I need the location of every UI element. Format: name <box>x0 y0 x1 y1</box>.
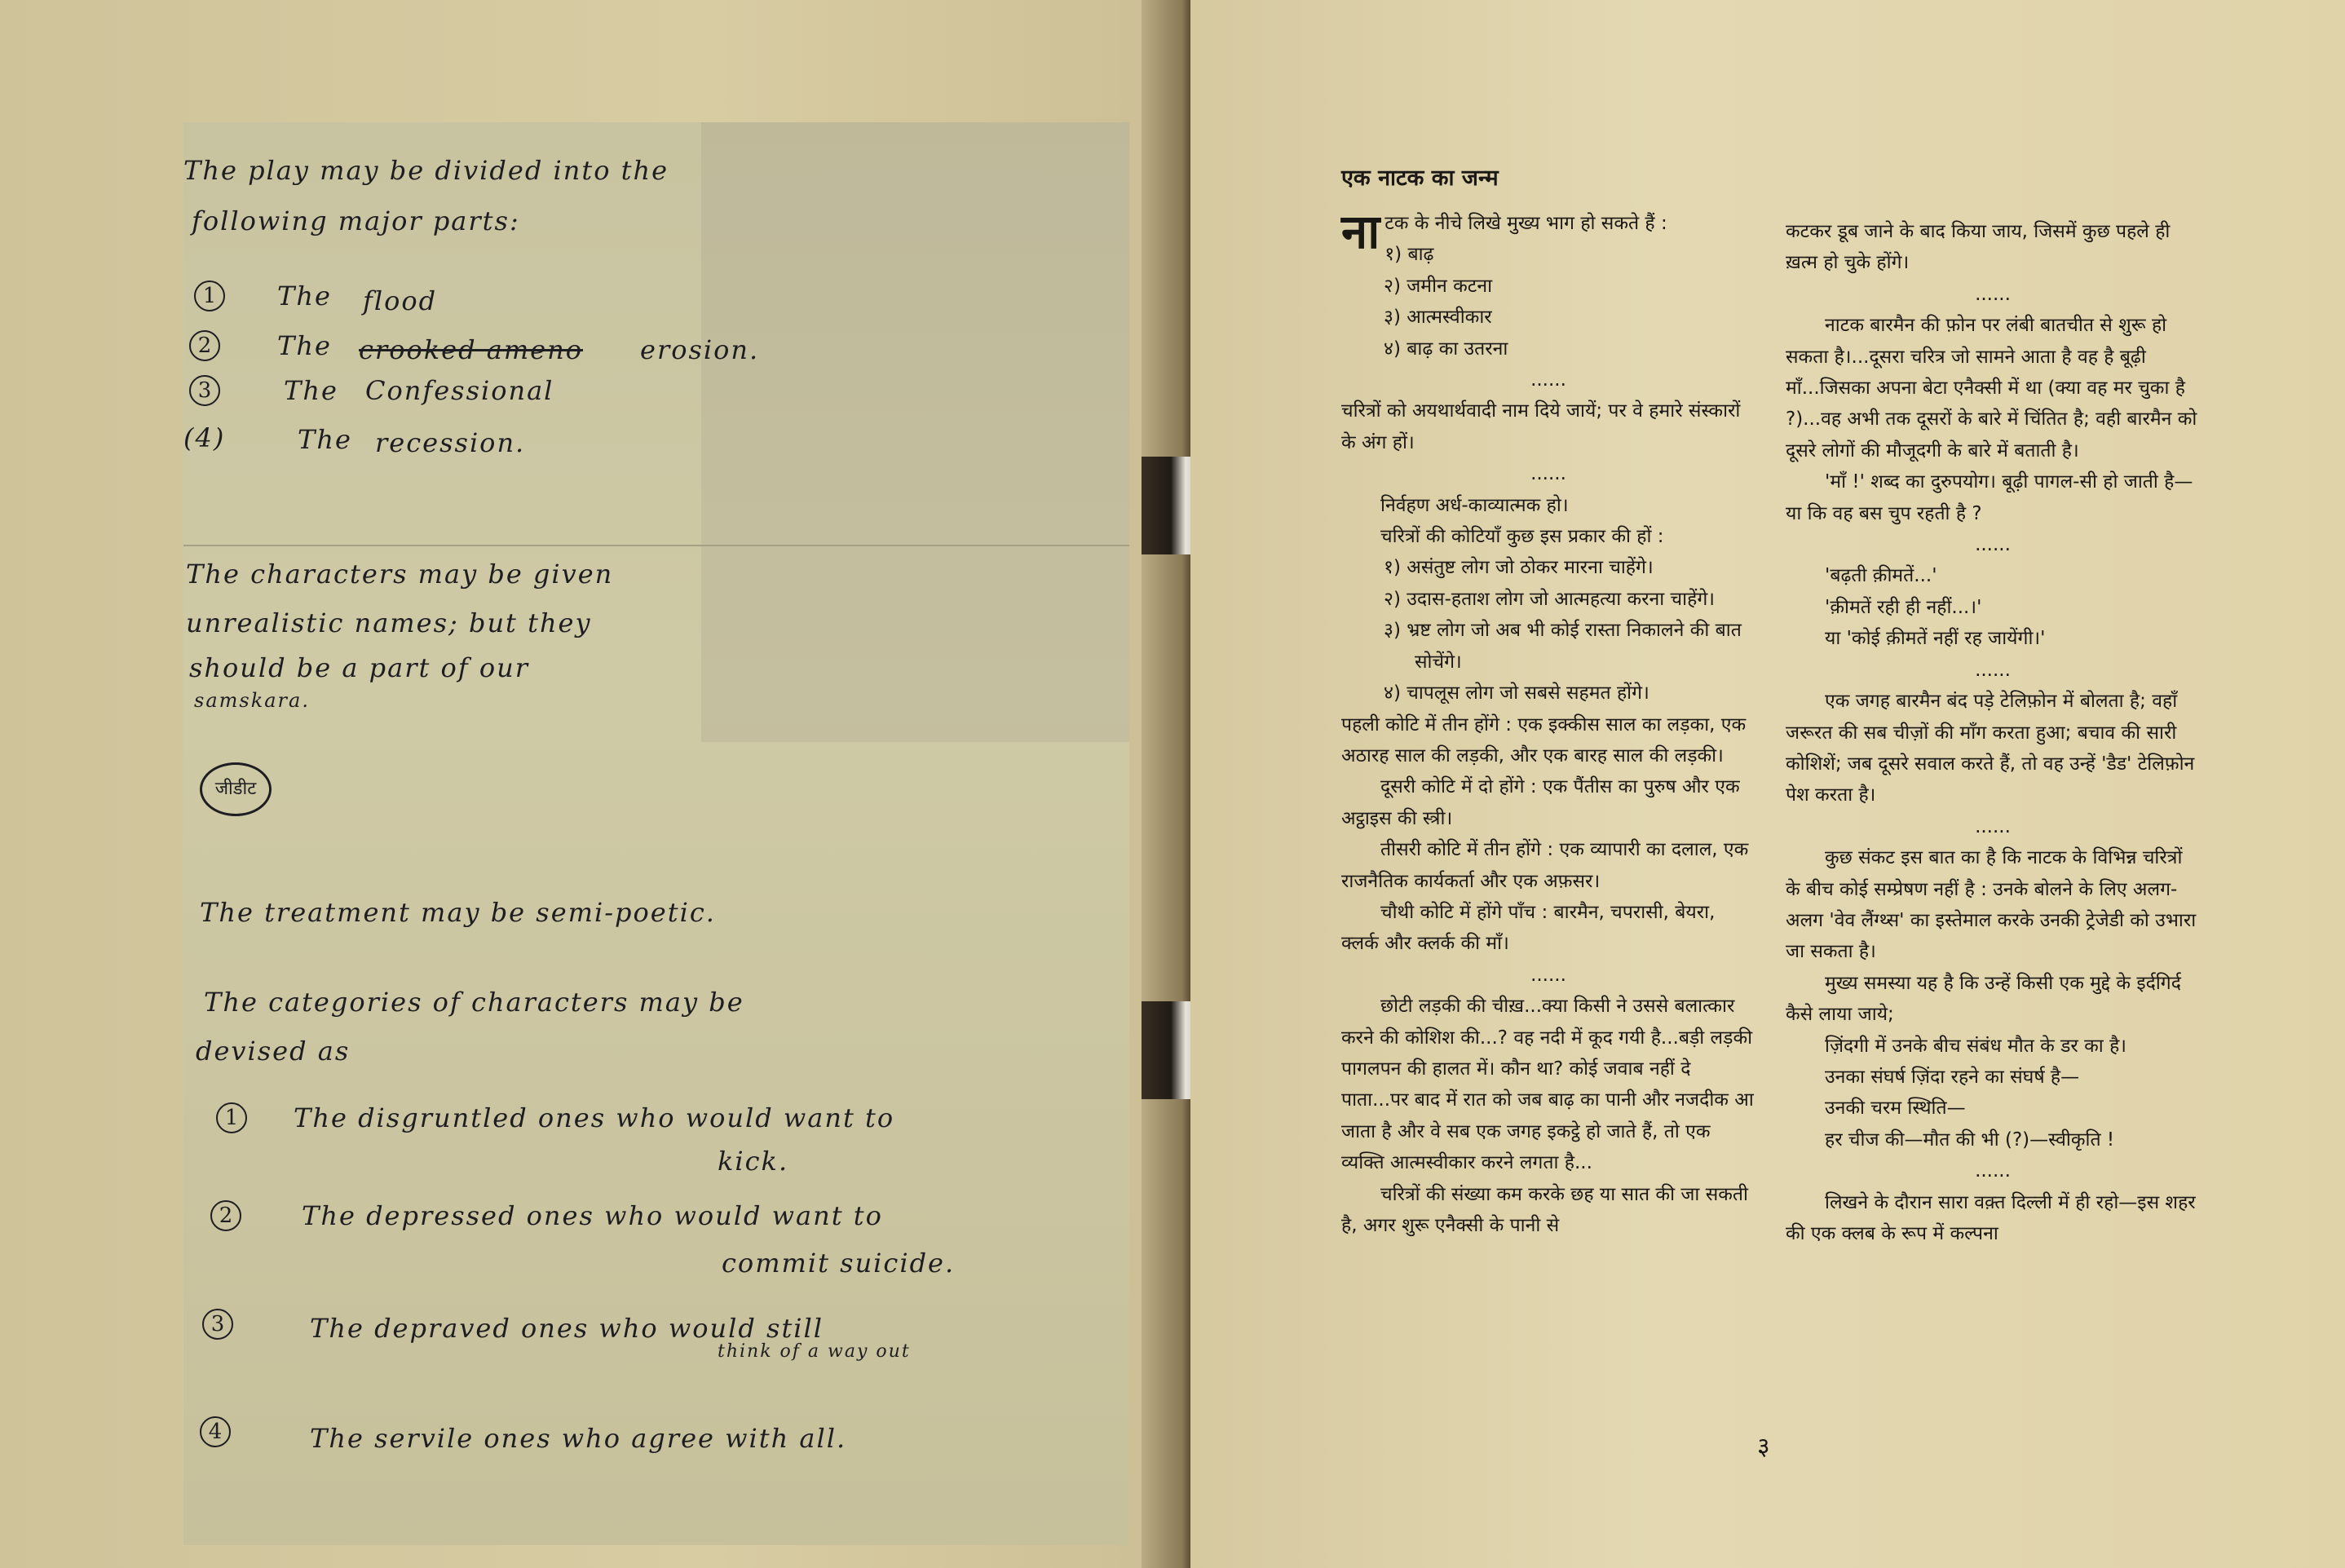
characters-line-1: The characters may be given <box>186 559 614 590</box>
sheet-shadow <box>701 122 1129 742</box>
paragraph: 'माँ !' शब्द का दुरुपयोग। बूढ़ी पागल-सी हो जाती है—या कि वह बस चुप रहती है ? <box>1786 471 2193 524</box>
text-column-right <box>1786 216 2200 1249</box>
part-2-label: The <box>277 330 332 361</box>
category-2-number: 2 <box>210 1200 241 1231</box>
paragraph: निर्वहण अर्ध-काव्यात्मक हो। <box>1380 494 1569 516</box>
paragraph: हर चीज की—मौत की भी (?)—स्वीकृति ! <box>1825 1129 2115 1151</box>
categories-line-1: The categories of characters may be <box>204 987 744 1018</box>
paragraph: कुछ संकट इस बात का है कि नाटक के विभिन्न चरित्रों के बीच कोई सम्प्रेषण नहीं है : उनके बोलने के लिए अलग-अलग 'वेव लैंग्थ्स' का इस्तेमाल करके उनकी ट्रेजेडी को उभारा जा सकता है। <box>1786 847 2197 963</box>
paragraph: कटकर डूब जाने के बाद किया जाय, जिसमें कुछ पहले ही ख़त्म हो चुके होंगे। <box>1786 221 2171 274</box>
characters-line-3: should be a part of our <box>189 652 529 683</box>
separator: ...... <box>1975 283 2011 305</box>
category-3-text: The depraved ones who would still <box>310 1313 824 1344</box>
category-1-continued: kick. <box>718 1146 789 1177</box>
paragraph: ज़िंदगी में उनके बीच संबंध मौत के डर का है। <box>1825 1035 2126 1057</box>
quote-line: 'बढ़ती क़ीमतें...' <box>1825 565 1937 587</box>
separator: ...... <box>1975 815 2011 837</box>
separator: ...... <box>1530 369 1566 391</box>
paragraph: चरित्रों की संख्या कम करके छह या सात की जा सकती है, अगर शुरू एनैक्सी के पानी से <box>1341 1183 1748 1236</box>
part-3-text: Confessional <box>365 375 554 406</box>
part-2-strikethrough: crooked ameno <box>359 334 583 365</box>
paragraph: उनकी चरम स्थिति— <box>1825 1098 1966 1120</box>
part-1-label: The <box>277 280 332 311</box>
category-3-continued: think of a way out <box>718 1341 911 1362</box>
list-item: २) जमीन कटना <box>1384 275 1493 297</box>
note-line-2: following major parts: <box>192 205 520 236</box>
divider-line <box>183 545 1129 546</box>
category-1-number: 1 <box>216 1102 247 1133</box>
list-item: ३) भ्रष्ट लोग जो अब भी कोई रास्ता निकालने की बात सोचेंगे। <box>1384 620 1742 673</box>
categories-line-2: devised as <box>196 1036 351 1067</box>
list-item: २) उदास-हताश लोग जो आत्महत्या करना चाहेंगे। <box>1384 588 1716 610</box>
paragraph: चरित्रों की कोटियाँ कुछ इस प्रकार की हों : <box>1380 526 1664 548</box>
note-line-1: The play may be divided into the <box>183 155 669 186</box>
category-4-number: 4 <box>200 1416 231 1447</box>
list-item: १) असंतुष्ट लोग जो ठोकर मारना चाहेंगे। <box>1384 557 1654 579</box>
page-number: ३ <box>1757 1433 1770 1461</box>
separator: ...... <box>1975 1160 2011 1182</box>
text-column-left <box>1341 204 1755 1241</box>
paragraph: चौथी कोटि में होंगे पाँच : बारमैन, चपरासी, बेयरा, क्लर्क और क्लर्क की माँ। <box>1341 901 1716 955</box>
paragraph: मुख्य समस्या यह है कि उन्हें किसी एक मुद्दे के इर्दगिर्द कैसे लाया जाये; <box>1786 972 2181 1026</box>
list-item: ३) आत्मस्वीकार <box>1384 307 1492 329</box>
paragraph: नाटक बारमैन की फ़ोन पर लंबी बातचीत से शुरू हो सकता है।...दूसरा चरित्र जो सामने आता है वह है बूढ़ी माँ...जिसका अपना बेटा एनैक्सी में था (क्या वह मर चुका है ?)...वह अभी तक दूसरों के बारे में चिंतित है; वही बारमैन को दूसरे लोगों की मौजूदगी के बारे में बताती है। <box>1786 315 2197 462</box>
handwritten-stamp: जीडीट <box>200 762 272 816</box>
part-3-number: 3 <box>189 375 220 406</box>
category-2-continued: commit suicide. <box>722 1248 956 1279</box>
treatment-line: The treatment may be semi-poetic. <box>200 897 716 928</box>
separator: ...... <box>1975 659 2011 681</box>
category-1-text: The disgruntled ones who would want to <box>294 1102 895 1133</box>
part-2-text: erosion. <box>640 334 760 365</box>
part-2-number: 2 <box>189 330 220 361</box>
paragraph: एक जगह बारमैन बंद पड़े टेलिफ़ोन में बोलता है; वहाँ जरूरत की सब चीज़ों की माँग करता हुआ; बचाव की सारी कोशिशें; जब दूसरे सवाल करते हैं, तो वह उन्हें 'डैड' टेलिफ़ोन पेश करता है। <box>1786 691 2195 806</box>
category-4-text: The servile ones who agree with all. <box>310 1423 847 1454</box>
list-item: १) बाढ़ <box>1384 244 1434 266</box>
separator: ...... <box>1530 964 1566 986</box>
part-4-label: The <box>298 424 352 455</box>
paragraph: पहली कोटि में तीन होंगे : एक इक्कीस साल का लड़का, एक अठारह साल की लड़की, और एक बारह साल की लड़की। <box>1341 713 1747 766</box>
characters-line-4: samskara. <box>194 689 310 712</box>
category-2-text: The depressed ones who would want to <box>302 1200 883 1231</box>
quote-line: या 'कोई क़ीमतें नहीं रह जायेंगी।' <box>1825 628 2046 650</box>
part-3-label: The <box>284 375 338 406</box>
list-item: ४) चापलूस लोग जो सबसे सहमत होंगे। <box>1384 682 1649 704</box>
part-1-number: 1 <box>194 280 225 311</box>
characters-line-2: unrealistic names; but they <box>186 607 592 638</box>
separator: ...... <box>1975 534 2011 556</box>
article-heading: एक नाटक का जन्म <box>1341 166 1499 191</box>
part-4-text: recession. <box>375 427 526 458</box>
paragraph: उनका संघर्ष ज़िंदा रहने का संघर्ष है— <box>1825 1066 2080 1088</box>
separator: ...... <box>1530 463 1566 485</box>
part-1-text: flood <box>363 285 438 316</box>
category-3-number: 3 <box>202 1309 233 1340</box>
paragraph: तीसरी कोटि में तीन होंगे : एक व्यापारी का दलाल, एक राजनैतिक कार्यकर्ता और एक अफ़सर। <box>1341 839 1749 892</box>
part-2-struck <box>359 334 583 365</box>
part-4-number: (4) <box>183 422 226 453</box>
paragraph: छोटी लड़की की चीख़...क्या किसी ने उससे बलात्कार करने की कोशिश की...? वह नदी में कूद गयी है...बड़ी लड़की पागलपन की हालत में। कौन था? कोई जवाब नहीं दे पाता...पर बाद में रात को जब बाढ़ का पानी और नजदीक आ जाता है और वे सब एक जगह इकट्ठे हो जाते हैं, तो एक व्यक्ति आत्मस्वीकार करने लगता है... <box>1341 996 1754 1174</box>
intro-text: टक के नीचे लिखे मुख्य भाग हो सकते हैं : <box>1384 213 1667 234</box>
paragraph: लिखने के दौरान सारा वक़्त दिल्ली में ही रहो—इस शहर की एक क्लब के रूप में कल्पना <box>1786 1191 2196 1244</box>
list-item: ४) बाढ़ का उतरना <box>1384 338 1508 360</box>
paragraph: चरित्रों को अयथार्थवादी नाम दिये जायें; पर वे हमारे संस्कारों के अंग हों। <box>1341 400 1741 453</box>
paragraph: दूसरी कोटि में दो होंगे : एक पैंतीस का पुरुष और एक अट्ठाइस की स्त्री। <box>1341 776 1740 829</box>
drop-cap: ना <box>1341 204 1380 259</box>
quote-line: 'क़ीमतें रही ही नहीं...।' <box>1825 596 1982 618</box>
